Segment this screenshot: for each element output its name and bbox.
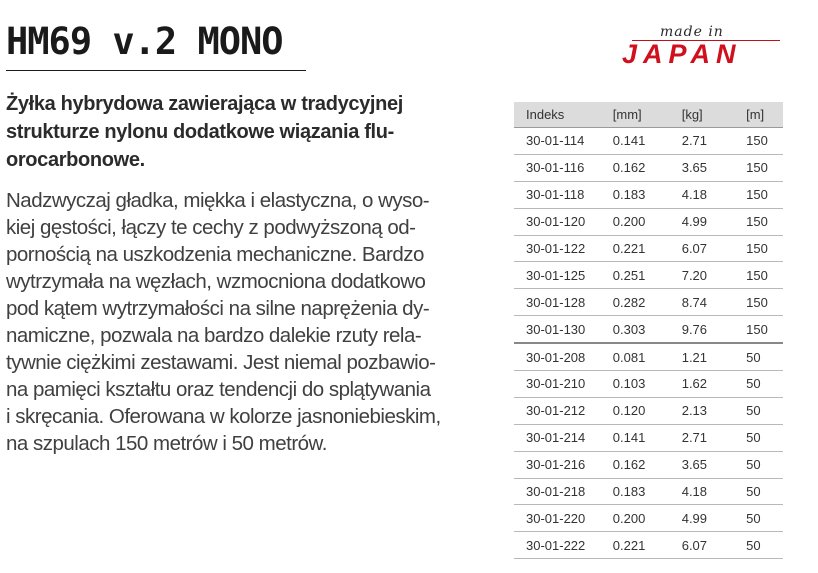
made-in-label: made in	[660, 24, 724, 40]
cell-strength: 9.76	[670, 316, 734, 343]
cell-index: 30-01-128	[514, 289, 601, 316]
cell-index: 30-01-218	[514, 478, 601, 505]
cell-strength: 3.65	[670, 451, 734, 478]
table-row	[514, 371, 783, 398]
table-row	[514, 181, 783, 208]
cell-strength: 2.13	[670, 397, 734, 424]
cell-index: 30-01-212	[514, 397, 601, 424]
spec-table	[514, 102, 783, 559]
cell-diameter: 0.251	[601, 262, 670, 289]
cell-index: 30-01-222	[514, 532, 601, 559]
cell-diameter: 0.221	[601, 532, 670, 559]
body-line: na szpulach 150 metrów i 50 metrów.	[6, 432, 327, 455]
table-row	[514, 532, 783, 559]
cell-length: 50	[734, 505, 783, 532]
cell-strength: 6.07	[670, 532, 734, 559]
cell-index: 30-01-120	[514, 208, 601, 235]
cell-length: 150	[734, 154, 783, 181]
cell-length: 50	[734, 424, 783, 451]
column-header-strength: [kg]	[670, 102, 734, 128]
cell-length: 150	[734, 316, 783, 343]
table-row	[514, 316, 783, 343]
cell-length: 150	[734, 181, 783, 208]
cell-length: 50	[734, 532, 783, 559]
body-line: kiej gęstości, łączy te cechy z podwyższoną od-	[6, 216, 416, 239]
column-header-index: Indeks	[514, 102, 601, 128]
product-lead	[6, 90, 486, 174]
table-row	[514, 128, 783, 155]
cell-strength: 3.65	[670, 154, 734, 181]
cell-index: 30-01-220	[514, 505, 601, 532]
column-header-diameter: [mm]	[601, 102, 670, 128]
body-line: tywnie ciężkimi zestawami. Jest niemal pozbawio-	[6, 351, 436, 374]
cell-diameter: 0.200	[601, 505, 670, 532]
table-row	[514, 262, 783, 289]
cell-diameter: 0.221	[601, 235, 670, 262]
body-line: pod kątem wytrzymałości na silne naprężenia dy-	[6, 297, 430, 320]
cell-index: 30-01-130	[514, 316, 601, 343]
cell-length: 50	[734, 397, 783, 424]
lead-line: strukturze nylonu dodatkowe wiązania flu-	[6, 121, 394, 143]
cell-diameter: 0.081	[601, 343, 670, 370]
cell-length: 150	[734, 208, 783, 235]
cell-length: 150	[734, 235, 783, 262]
cell-index: 30-01-216	[514, 451, 601, 478]
cell-length: 50	[734, 451, 783, 478]
cell-index: 30-01-116	[514, 154, 601, 181]
table-row	[514, 235, 783, 262]
table-header-row	[514, 102, 783, 128]
cell-index: 30-01-118	[514, 181, 601, 208]
cell-diameter: 0.103	[601, 371, 670, 398]
cell-strength: 8.74	[670, 289, 734, 316]
cell-index: 30-01-114	[514, 128, 601, 155]
body-line: i skręcania. Oferowana w kolorze jasnoniebieskim,	[6, 405, 441, 428]
cell-length: 150	[734, 128, 783, 155]
cell-diameter: 0.200	[601, 208, 670, 235]
cell-diameter: 0.282	[601, 289, 670, 316]
cell-index: 30-01-122	[514, 235, 601, 262]
title-underline	[6, 70, 306, 71]
table-row	[514, 424, 783, 451]
cell-strength: 6.07	[670, 235, 734, 262]
cell-strength: 4.18	[670, 478, 734, 505]
cell-index: 30-01-125	[514, 262, 601, 289]
cell-strength: 2.71	[670, 424, 734, 451]
lead-line: Żyłka hybrydowa zawierająca w tradycyjnej	[6, 93, 403, 115]
japan-logo: JAPAN	[622, 39, 742, 69]
cell-diameter: 0.183	[601, 181, 670, 208]
cell-diameter: 0.162	[601, 451, 670, 478]
cell-length: 50	[734, 343, 783, 370]
cell-strength: 2.71	[670, 128, 734, 155]
body-line: namiczne, pozwala na bardzo dalekie rzuty rela-	[6, 324, 422, 347]
cell-diameter: 0.162	[601, 154, 670, 181]
cell-index: 30-01-210	[514, 371, 601, 398]
cell-length: 50	[734, 478, 783, 505]
table-row	[514, 505, 783, 532]
table-row	[514, 154, 783, 181]
cell-length: 150	[734, 262, 783, 289]
table-row	[514, 478, 783, 505]
cell-diameter: 0.141	[601, 424, 670, 451]
body-line: Nadzwyczaj gładka, miękka i elastyczna, o wyso-	[6, 189, 430, 212]
cell-strength: 7.20	[670, 262, 734, 289]
cell-strength: 1.62	[670, 371, 734, 398]
cell-strength: 4.99	[670, 208, 734, 235]
cell-diameter: 0.303	[601, 316, 670, 343]
product-description	[6, 187, 486, 457]
cell-index: 30-01-214	[514, 424, 601, 451]
body-line: na pamięci kształtu oraz tendencji do splątywania	[6, 378, 431, 401]
cell-diameter: 0.183	[601, 478, 670, 505]
body-line: wytrzymała na węzłach, wzmocniona dodatkowo	[6, 270, 426, 293]
table-row	[514, 397, 783, 424]
table-row	[514, 208, 783, 235]
product-title: HM69 v.2 MONO	[6, 20, 283, 63]
table-row	[514, 343, 783, 370]
column-header-length: [m]	[734, 102, 783, 128]
cell-diameter: 0.120	[601, 397, 670, 424]
table-row	[514, 289, 783, 316]
cell-strength: 4.18	[670, 181, 734, 208]
cell-length: 150	[734, 289, 783, 316]
cell-strength: 1.21	[670, 343, 734, 370]
table-row	[514, 451, 783, 478]
body-line: pornością na uszkodzenia mechaniczne. Bardzo	[6, 243, 424, 266]
cell-strength: 4.99	[670, 505, 734, 532]
cell-index: 30-01-208	[514, 343, 601, 370]
lead-line: orocarbonowe.	[6, 149, 145, 171]
cell-length: 50	[734, 371, 783, 398]
cell-diameter: 0.141	[601, 128, 670, 155]
